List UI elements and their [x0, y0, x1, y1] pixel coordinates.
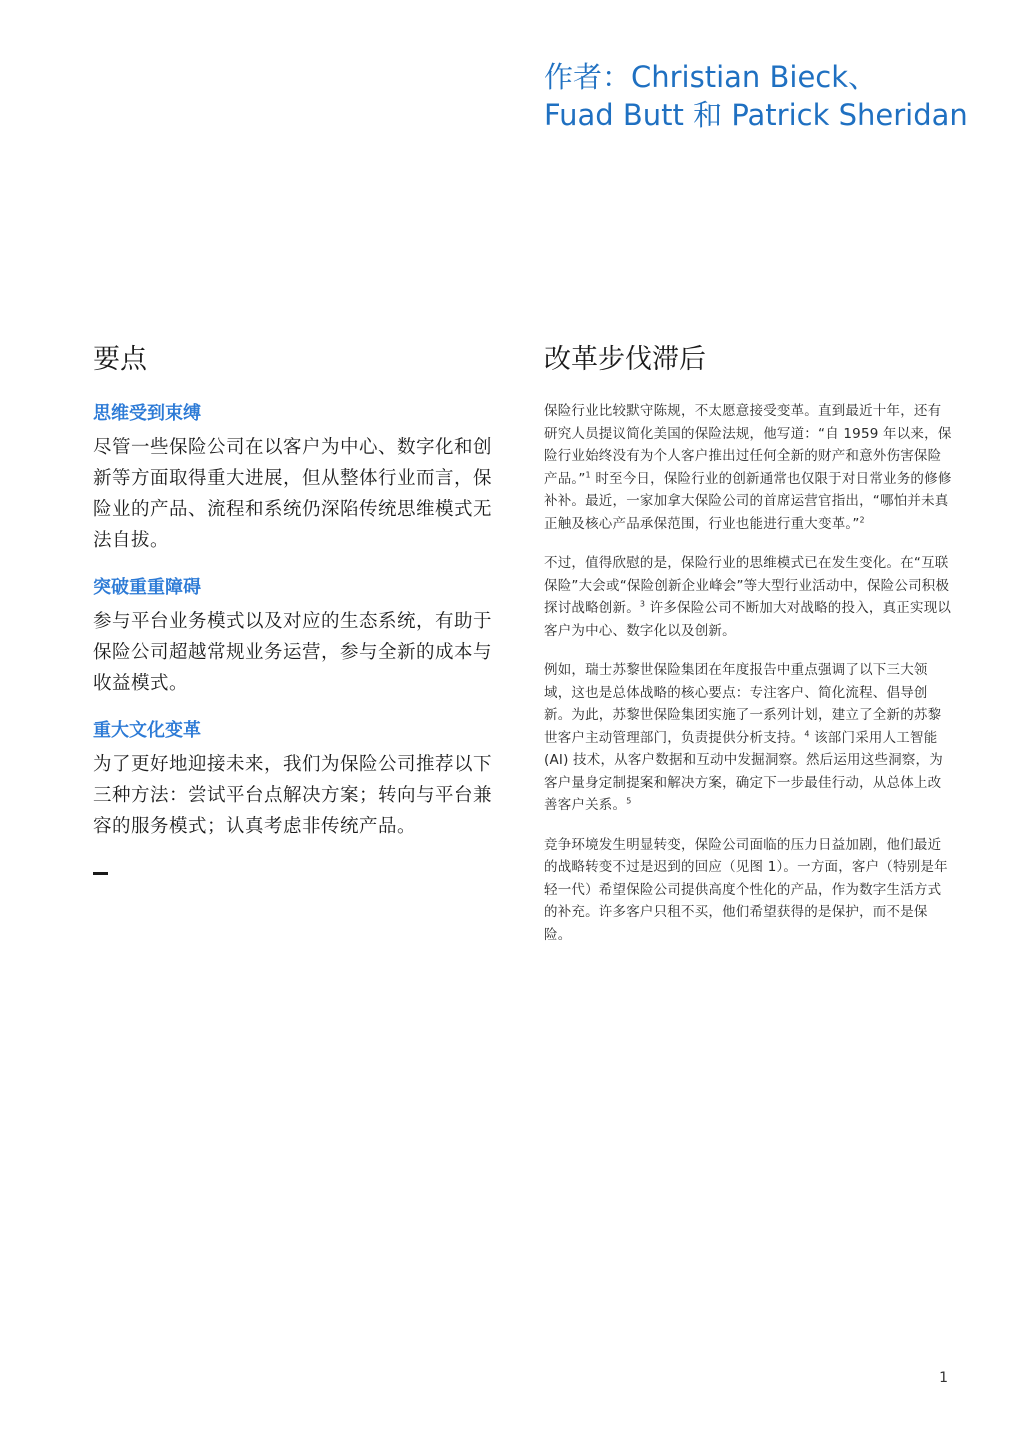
article-paragraph — [544, 552, 954, 642]
footnote-ref[interactable]: 3 — [639, 599, 646, 609]
key-point-body: 为了更好地迎接未来，我们为保险公司推荐以下三种方法：尝试平台点解决方案；转向与平台兼容的服务模式；认真考虑非传统产品。 — [93, 754, 493, 837]
paragraph-text: 竞争环境发生明显转变，保险公司面临的压力日益加剧，他们最近的战略转变不过是迟到的回应（见图 1）。一方面，客户（特别是年轻一代）希望保险公司提供高度个性化的产品，作为数字生活方式的补充。许多客户只租不买，他们希望获得的是保护，而不是保险。 — [544, 836, 948, 943]
paragraph-text: 例如，瑞士苏黎世保险集团在年度报告中重点强调了以下三大领域，这也是总体战略的核心要点：专注客户、简化流程、倡导创新。为此，苏黎世保险集团实施了一系列计划，建立了全新的苏黎世客户主动管理部门，负责提供分析支持。 — [544, 662, 942, 746]
paragraph-text: 时至今日，保险行业的创新通常也仅限于对日常业务的修修补补。最近，一家加拿大保险公司的首席运营官指出，“哪怕并未真正触及核心产品承保范围，行业也能进行重大变革。” — [544, 470, 952, 532]
article-heading: 改革步伐滞后 — [544, 344, 706, 375]
key-points-heading: 要点 — [93, 344, 147, 375]
paragraph-text: 保险行业比较默守陈规，不太愿意接受变革。直到最近十年，还有研究人员提议简化美国的保险法规，他写道：“自 1959 年以来，保险行业始终没有为个人客户推出过任何全新的财产和意外伤害保险产品。” — [544, 403, 952, 487]
article-paragraph — [544, 659, 954, 817]
author-byline — [544, 58, 984, 134]
key-point-title: 突破重重障碍 — [93, 577, 201, 598]
key-point-2 — [93, 574, 503, 699]
key-points-column — [93, 340, 503, 875]
key-point-title: 重大文化变革 — [93, 720, 201, 741]
section-end-dash — [93, 872, 108, 875]
paragraph-text: 不过，值得欣慰的是，保险行业的思维模式已在发生变化。在“互联保险”大会或“保险创新企业峰会”等大型行业活动中，保险公司积极探讨战略创新。 — [544, 555, 950, 616]
key-point-1 — [93, 400, 503, 556]
article-column — [544, 340, 954, 963]
page-number: 1 — [939, 1370, 948, 1386]
key-point-3 — [93, 717, 503, 842]
paragraph-text: 许多保险公司不断加大对战略的投入，真正实现以客户为中心、数字化以及创新。 — [544, 600, 952, 639]
article-paragraph — [544, 400, 954, 535]
footnote-ref[interactable]: 5 — [626, 796, 632, 806]
article-paragraph — [544, 834, 954, 947]
footnote-ref[interactable]: 1 — [585, 470, 591, 479]
key-point-body: 参与平台业务模式以及对应的生态系统，有助于保险公司超越常规业务运营，参与全新的成本与收益模式。 — [93, 611, 493, 694]
article-body — [544, 400, 954, 946]
key-point-title: 思维受到束缚 — [93, 403, 201, 424]
author-line-2: Fuad Butt 和 Patrick Sheridan — [544, 98, 968, 132]
author-line-1: 作者：Christian Bieck、 — [544, 60, 878, 94]
paragraph-text: 该部门采用人工智能 (AI) 技术，从客户数据和互动中发掘洞察。然后运用这些洞察，为客户量身定制提案和解决方案，确定下一步最佳行动，从总体上改善客户关系。 — [544, 729, 943, 813]
key-point-body: 尽管一些保险公司在以客户为中心、数字化和创新等方面取得重大进展，但从整体行业而言，保险业的产品、流程和系统仍深陷传统思维模式无法自拔。 — [93, 437, 493, 551]
footnote-ref[interactable]: 2 — [859, 515, 865, 524]
footnote-ref[interactable]: 4 — [804, 729, 810, 738]
